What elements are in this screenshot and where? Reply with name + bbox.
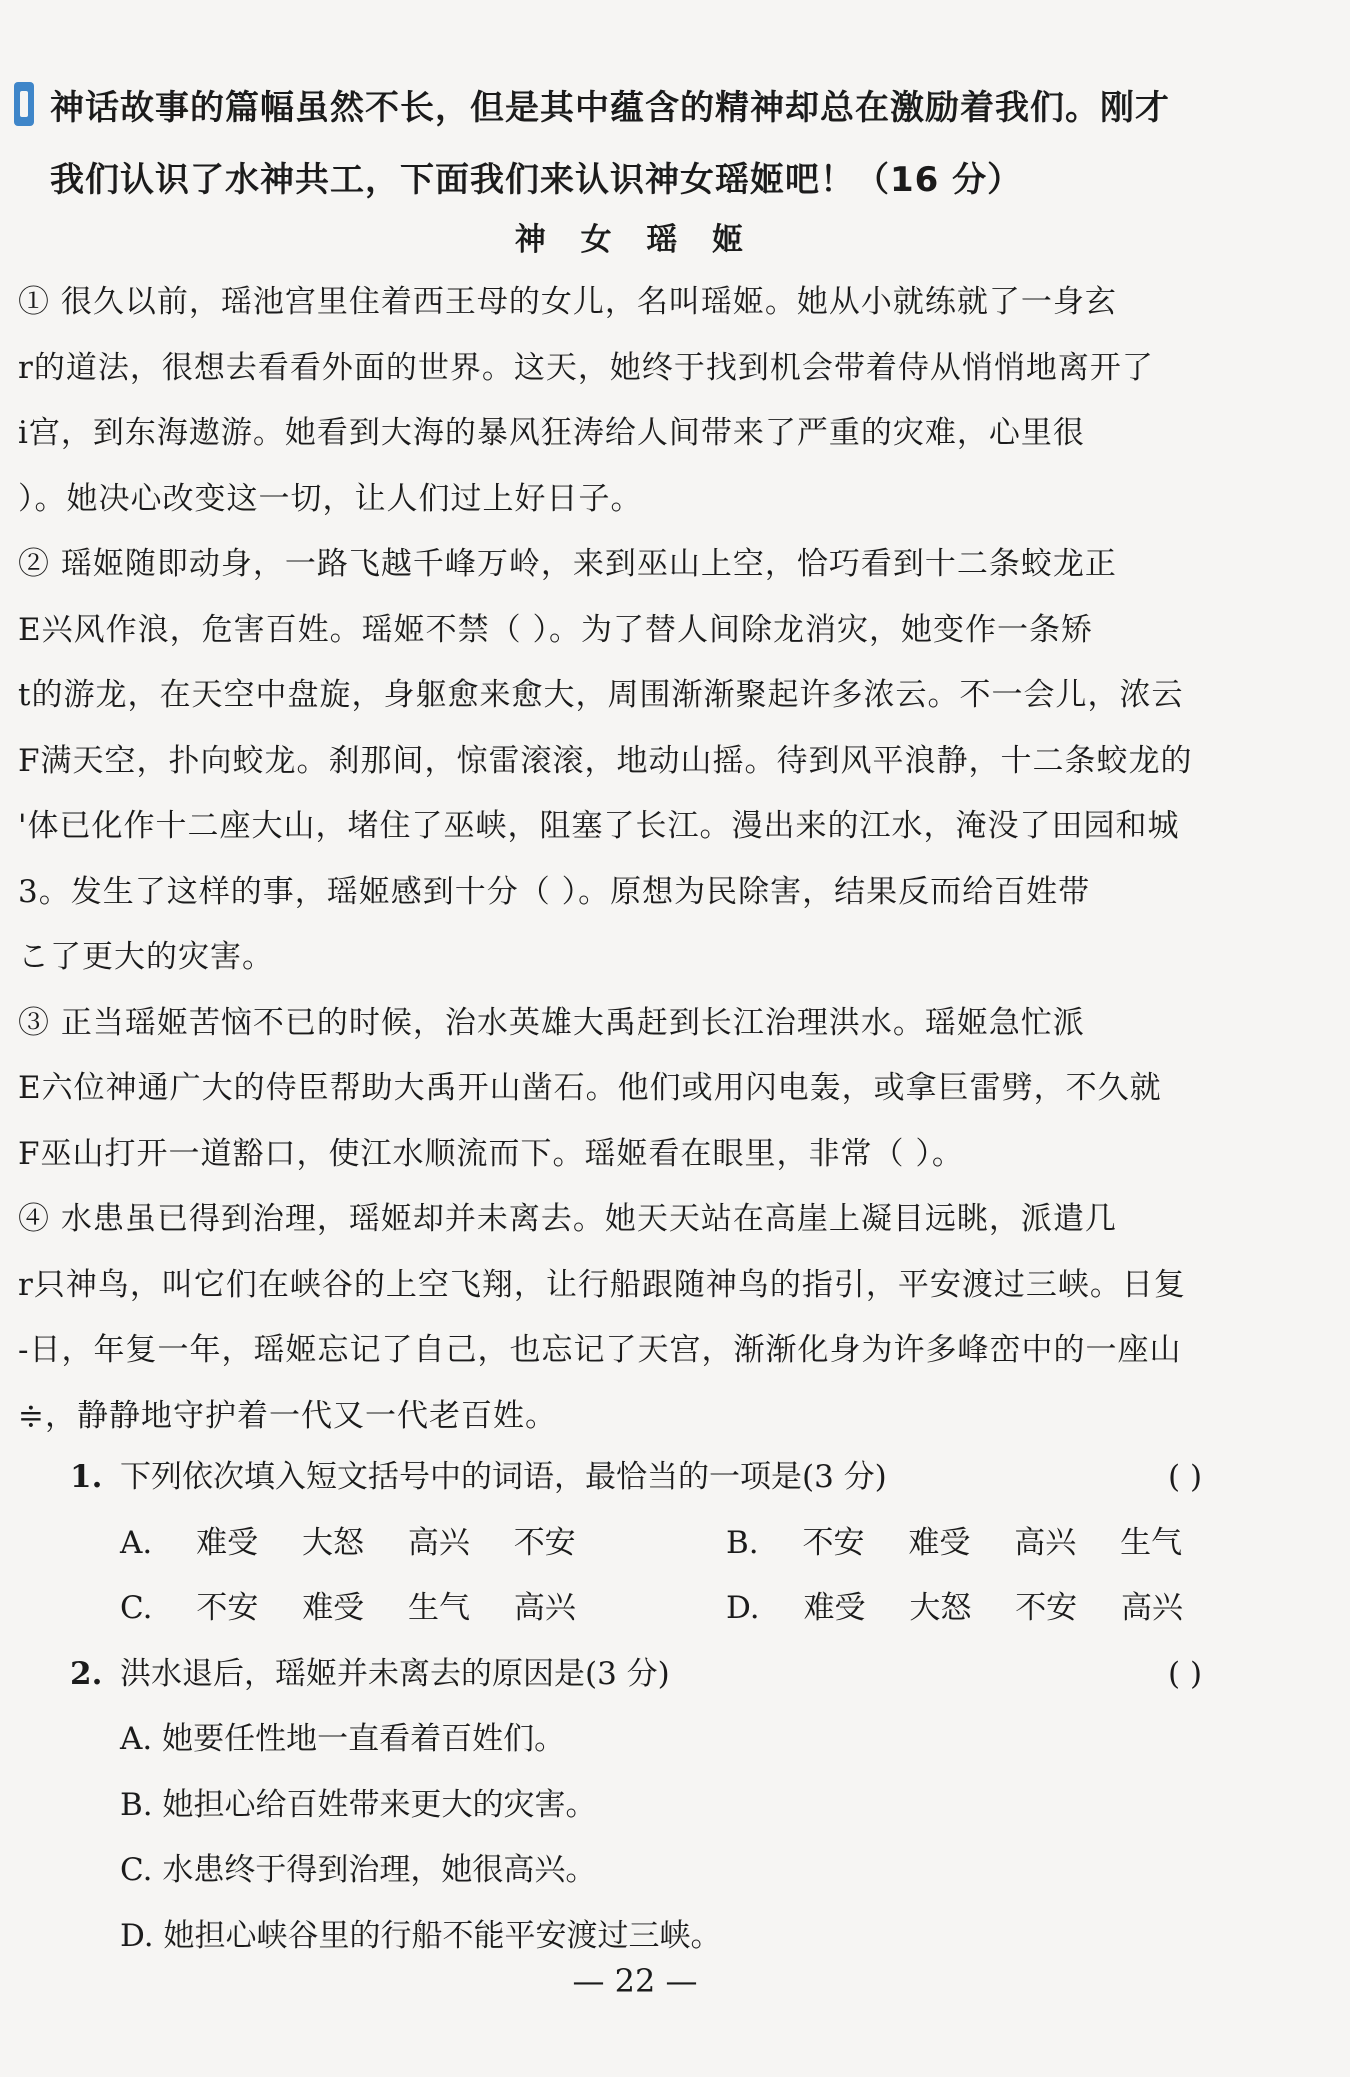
- passage-line: ② 瑶姬随即动身，一路飞越千峰万岭，来到巫山上空，恰巧看到十二条蛟龙正: [18, 546, 1117, 582]
- passage-line: E兴风作浪，危害百姓。瑶姬不禁（ ）。为了替人间除龙消灾，她变作一条矫: [18, 611, 1093, 648]
- passage-line: r的道法，很想去看看外面的世界。这天，她终于找到机会带着侍从悄悄地离开了: [18, 349, 1154, 386]
- option-c[interactable]: C. 水患终于得到治理，她很高兴。: [120, 1852, 597, 1888]
- passage-line: ① 很久以前，瑶池宫里住着西王母的女儿，名叫瑶姬。她从小就练就了一身玄: [18, 284, 1117, 320]
- option-label: A.: [120, 1524, 153, 1561]
- option-word: 不安: [1015, 1590, 1078, 1626]
- intro-line: 神话故事的篇幅虽然不长，但是其中蕴含的精神却总在激励着我们。刚才: [50, 88, 1170, 128]
- option-word: 难受: [196, 1524, 259, 1561]
- passage-line: ④ 水患虽已得到治理，瑶姬却并未离去。她天天站在高崖上凝目远眺，派遣几: [18, 1201, 1117, 1237]
- question-stem: 洪水退后，瑶姬并未离去的原因是(3 分): [120, 1655, 670, 1692]
- page-number: — 22 —: [572, 1962, 698, 2000]
- question-1: [0, 1445, 1350, 1511]
- option-row: [0, 1511, 1350, 1577]
- option-word: 生气: [408, 1590, 471, 1626]
- option-row: [0, 1576, 1350, 1642]
- passage-line: ≑，静静地守护着一代又一代老百姓。: [18, 1397, 557, 1434]
- intro-line: 我们认识了水神共工，下面我们来认识神女瑶姬吧！（16 分）: [50, 160, 1023, 200]
- option-row: [0, 1707, 1350, 1773]
- option-b[interactable]: B. 她担心给百姓带来更大的灾害。: [120, 1786, 597, 1823]
- option-row: [0, 1904, 1350, 1970]
- passage-line: '体已化作十二座大山，堵住了巫峡，阻塞了长江。漫出来的江水，淹没了田园和城: [18, 808, 1180, 844]
- question-2: [0, 1642, 1350, 1708]
- option-d[interactable]: [726, 1576, 1217, 1642]
- option-row: [0, 1773, 1350, 1839]
- passage-line: -日，年复一年，瑶姬忘记了自己，也忘记了天宫，渐渐化身为许多峰峦中的一座山: [18, 1332, 1182, 1368]
- option-word: 不安: [196, 1590, 259, 1626]
- question-number: 2.: [70, 1655, 103, 1692]
- option-word: 大怒: [301, 1524, 364, 1561]
- option-row: [0, 1838, 1350, 1904]
- option-label: C.: [120, 1590, 153, 1626]
- option-label: D.: [726, 1590, 760, 1626]
- question-number: 1.: [70, 1459, 103, 1495]
- option-word: 高兴: [1014, 1524, 1077, 1561]
- passage-line: i宫，到东海遨游。她看到大海的暴风狂涛给人间带来了严重的灾难，心里很: [18, 415, 1085, 451]
- passage-line: F满天空，扑向蛟龙。刹那间，惊雷滚滚，地动山摇。待到风平浪静，十二条蛟龙的: [18, 742, 1193, 779]
- option-b[interactable]: [726, 1511, 1216, 1577]
- passage-line: F巫山打开一道豁口，使江水顺流而下。瑶姬看在眼里，非常（ ）。: [18, 1135, 964, 1172]
- passage: [18, 270, 1280, 1449]
- option-word: 高兴: [407, 1524, 470, 1561]
- option-word: 高兴: [1121, 1590, 1184, 1626]
- option-a[interactable]: [120, 1511, 610, 1577]
- option-word: 难受: [803, 1590, 866, 1626]
- passage-line: r只神鸟，叫它们在峡谷的上空飞翔，让行船跟随神鸟的指引，平安渡过三峡。日复: [18, 1266, 1186, 1303]
- option-label: B.: [726, 1524, 759, 1561]
- option-c[interactable]: [120, 1576, 610, 1642]
- option-word: 生气: [1120, 1524, 1183, 1561]
- option-word: 不安: [802, 1524, 865, 1561]
- option-d[interactable]: D. 她担心峡谷里的行船不能平安渡过三峡。: [120, 1917, 722, 1954]
- option-word: 难受: [302, 1590, 365, 1626]
- passage-line: t的游龙，在天空中盘旋，身躯愈来愈大，周围渐渐聚起许多浓云。不一会儿，浓云: [18, 677, 1184, 713]
- passage-title: 神 女 瑶 姬: [514, 222, 756, 258]
- section-marker-icon: [14, 82, 34, 126]
- passage-line: E六位神通广大的侍臣帮助大禹开山凿石。他们或用闪电轰，或拿巨雷劈，不久就: [18, 1070, 1162, 1106]
- option-word: 高兴: [513, 1590, 576, 1626]
- option-word: 难受: [908, 1524, 971, 1561]
- option-a[interactable]: A. 她要任性地一直看着百姓们。: [120, 1721, 566, 1757]
- passage-line: 3。发生了这样的事，瑶姬感到十分（ ）。原想为民除害，结果反而给百姓带: [18, 873, 1091, 910]
- passage-line: ③ 正当瑶姬苦恼不已的时候，治水英雄大禹赶到长江治理洪水。瑶姬急忙派: [18, 1004, 1085, 1041]
- option-word: 大怒: [909, 1590, 972, 1626]
- intro-text: [50, 72, 1290, 216]
- answer-blank[interactable]: ( ): [1168, 1655, 1203, 1692]
- option-word: 不安: [513, 1524, 576, 1561]
- passage-line: ）。她决心改变这一切，让人们过上好日子。: [18, 480, 643, 517]
- questions: [0, 1445, 1350, 1969]
- answer-blank[interactable]: ( ): [1168, 1459, 1203, 1495]
- question-stem: 下列依次填入短文括号中的词语，最恰当的一项是(3 分): [120, 1459, 887, 1495]
- passage-line: こ了更大的灾害。: [18, 939, 274, 975]
